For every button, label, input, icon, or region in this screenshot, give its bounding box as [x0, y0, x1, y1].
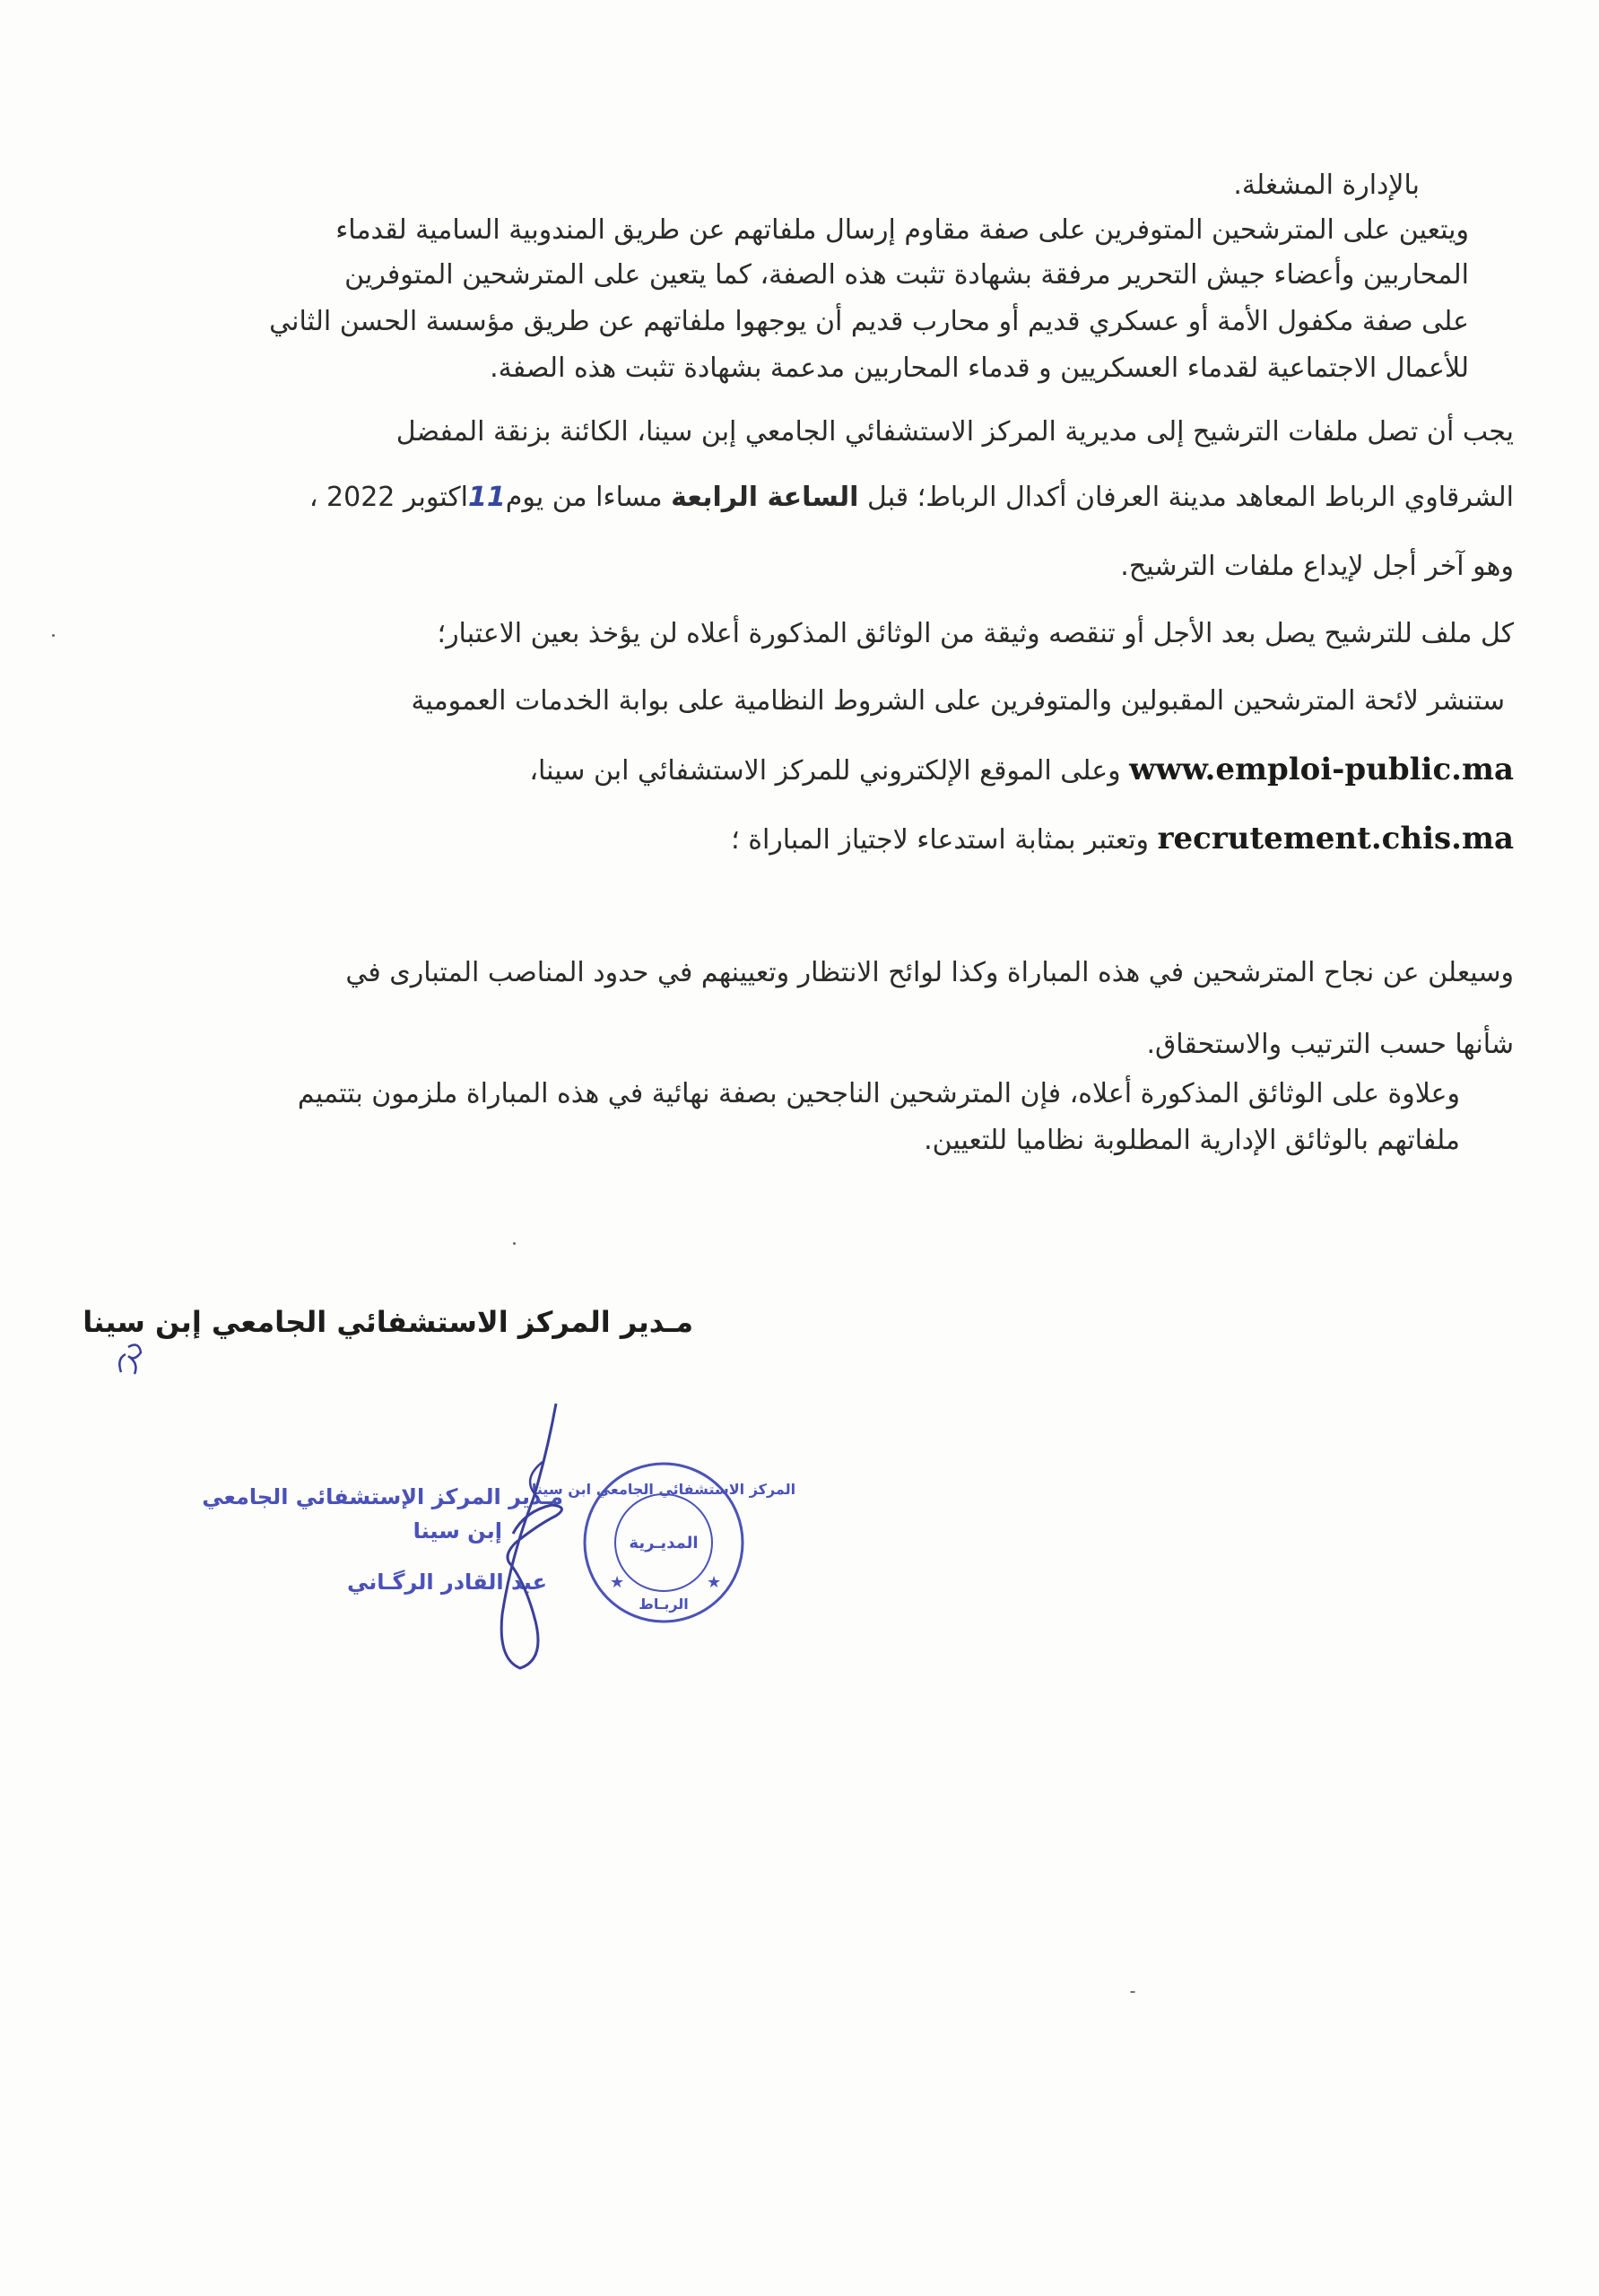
text-line: شأنها حسب الترتيب والاستحقاق.	[1146, 1029, 1514, 1060]
stamp-line-3: عبد القادر الرگـاني	[346, 1570, 547, 1595]
deadline-hour: الساعة الرابعة	[671, 482, 859, 513]
recruitment-line	[731, 821, 1514, 858]
emploi-public-url[interactable]: www.emploi-public.ma	[1129, 752, 1514, 787]
text-line: وسيعلن عن نجاح المترشحين في هذه المباراة وكذا لوائح الانتظار وتعيينهم في حدود المناصب المتبارى في	[345, 957, 1514, 988]
stamp-line-1: مـدير المركز الإستشفائي الجامعي	[202, 1484, 563, 1509]
text-line: وعلاوة على الوثائق المذكورة أعلاه، فإن المترشحين الناجحين بصفة نهائية في هذه المباراة ملزمون بتتميم	[297, 1078, 1460, 1109]
recruitment-text: وتعتبر بمثابة استدعاء لاجتياز المباراة ؛	[731, 824, 1158, 856]
deadline-month-year: اكتوبر 2022 ،	[309, 482, 468, 513]
text-line: ويتعين على المترشحين المتوفرين على صفة مقاوم إرسال ملفاتهم عن طريق المندوبية السامية لقدماء	[335, 214, 1469, 246]
text-line: بالإدارة المشغلة.	[1233, 170, 1420, 201]
handwritten-signature-icon	[448, 1399, 592, 1677]
deadline-day: 11	[468, 482, 506, 513]
stamp-and-signature	[202, 1399, 796, 1677]
deadline-line	[309, 480, 1514, 516]
text-line: المحاربين وأعضاء جيش التحرير مرفقة بشهادة تثبت هذه الصفة، كما يتعين على المترشحين المتوفرين	[344, 259, 1469, 291]
deadline-text: الشرقاوي الرباط المعاهد مدينة العرفان أكدال الرباط؛ قبل	[858, 482, 1514, 513]
text-line: يجب أن تصل ملفات الترشيح إلى مديرية المركز الاستشفائي الجامعي إبن سينا، الكائنة بزنقة المفضل	[395, 416, 1514, 448]
website-line	[529, 752, 1514, 789]
text-line: كل ملف للترشيح يصل بعد الأجل أو تنقصه وثيقة من الوثائق المذكورة أعلاه لن يؤخذ بعين الاعتبار؛	[437, 618, 1514, 649]
svg-text:★: ★	[610, 1573, 625, 1592]
signature-title: مـدير المركز الاستشفائي الجامعي إبن سينا	[83, 1305, 693, 1339]
text-line: على صفة مكفول الأمة أو عسكري قديم أو محارب قديم أن يوجهوا ملفاتهم عن طريق مؤسسة الحسن الثاني	[269, 306, 1469, 337]
seal-bottom-text: الربـاط	[639, 1596, 689, 1613]
recruitment-url[interactable]: recrutement.chis.ma	[1157, 821, 1514, 857]
text-line: للأعمال الاجتماعية لقدماء العسكريين و قدماء المحاربين مدعمة بشهادة تثبت هذه الصفة.	[490, 352, 1469, 384]
scan-speck	[513, 1242, 516, 1245]
round-seal-icon	[531, 1453, 796, 1632]
seal-center-text: المديـرية	[629, 1534, 699, 1552]
scan-speck	[1130, 1991, 1135, 1993]
text-line: ملفاتهم بالوثائق الإدارية المطلوبة نظاميا للتعيين.	[924, 1125, 1460, 1156]
text-line: ستنشر لائحة المترشحين المقبولين والمتوفرين على الشروط النظامية على بوابة الخدمات العمومية	[411, 685, 1505, 717]
scan-speck	[52, 634, 55, 637]
seal-top-text: المركز الاستشفائي الجامعي ابن سينا	[531, 1481, 796, 1498]
website-text: وعلى الموقع الإلكتروني للمركز الاستشفائي ابن سينا،	[529, 755, 1130, 787]
deadline-text-2: مساءا من يوم	[505, 482, 672, 513]
initials-mark-icon	[112, 1336, 166, 1381]
text-line: وهو آخر أجل لإيداع ملفات الترشيح.	[1120, 551, 1514, 582]
stamp-line-2: إبن سينا	[413, 1518, 502, 1544]
svg-text:★: ★	[707, 1573, 722, 1592]
